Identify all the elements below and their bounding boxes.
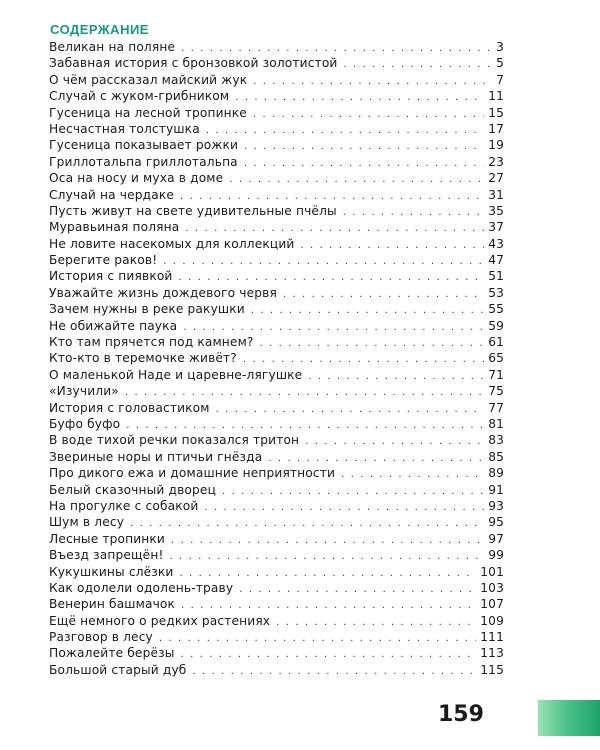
toc-entry-title: Кто там прячется под камнем? [49,335,254,350]
toc-entry-page: 55 [488,302,504,317]
toc-entry-title: Венерин башмачок [49,597,176,612]
toc-entry-page: 61 [488,335,504,350]
toc-leader-dots [171,533,484,549]
toc-leader-dots [251,303,484,319]
toc-leader-dots [130,516,484,532]
toc-entry-page: 3 [496,40,504,54]
toc-leader-dots [216,402,485,418]
toc-entry [49,531,504,547]
toc-entry [49,629,504,645]
toc-entry-page: 115 [480,662,504,677]
toc-entry-title: Зачем нужны в реке ракушки [49,302,245,317]
toc-leader-dots [344,57,491,73]
toc-entry [49,154,504,170]
toc-entry-page: 59 [488,318,504,333]
toc-entry [49,88,504,104]
toc-leader-dots [163,254,484,270]
page-title: СОДЕРЖАНИЕ [50,22,149,37]
toc-entry [49,318,504,334]
toc-entry [49,285,504,301]
toc-entry [49,580,504,596]
toc-entry-title: Шум в лесу [49,515,125,530]
toc-entry [49,367,504,383]
toc-leader-dots [276,615,476,631]
toc-entry-page: 113 [480,646,504,661]
toc-entry-title: Лесные тропинки [49,531,166,546]
toc-entry [49,252,504,268]
toc-entry [49,236,504,252]
toc-entry [49,432,504,448]
toc-entry-title: Буфо буфо [49,416,121,431]
toc-entry-title: В воде тихой речки показался тритон [49,433,300,448]
page-accent-bar [538,700,600,736]
toc-entry [49,187,504,203]
toc-leader-dots [204,500,484,516]
toc-leader-dots [253,74,490,90]
toc-leader-dots [235,90,484,106]
toc-leader-dots [159,631,476,647]
toc-entry-title: Забавная история с бронзовкой золотистой [49,56,338,71]
toc-entry-title: История с головастиком [49,400,210,415]
toc-entry-title: Гусеница на лесной тропинке [49,105,247,120]
toc-entry-title: Гусеница показывает рожки [49,138,239,153]
toc-leader-dots [300,238,484,254]
toc-entry-page: 53 [488,285,504,300]
toc-entry-title: Случай на чердаке [49,187,175,202]
toc-entry-page: 11 [488,89,504,104]
toc-entry-title: Белый сказочный дворец [49,482,217,497]
toc-leader-dots [222,484,484,500]
toc-entry-page: 51 [488,269,504,284]
toc-entry-title: Великан на поляне [49,40,176,54]
toc-entry [49,400,504,416]
toc-entry-page: 85 [488,449,504,464]
toc-entry-page: 43 [488,236,504,251]
toc-leader-dots [244,139,484,155]
toc-leader-dots [244,156,484,172]
toc-entry-title: Не ловите насекомых для коллекций [49,236,295,251]
toc-entry-page: 71 [488,367,504,382]
toc-entry-title: О маленькой Наде и царевне-лягушке [49,367,303,382]
toc-entry-page: 95 [488,515,504,530]
toc-entry [49,170,504,186]
toc-entry [49,547,504,563]
toc-entry-title: Несчастная толстушка [49,121,200,136]
toc-entry-title: Муравьиная поляна [49,220,180,235]
toc-leader-dots [206,123,484,139]
table-of-contents [49,39,504,678]
toc-entry-page: 77 [488,400,504,415]
toc-entry-page: 23 [488,154,504,169]
toc-entry [49,416,504,432]
toc-entry [49,383,504,399]
toc-entry [49,596,504,612]
toc-entry-page: 5 [496,56,504,71]
toc-entry [49,645,504,661]
toc-entry [49,137,504,153]
toc-entry-page: 37 [488,220,504,235]
page-number: 159 [438,702,484,727]
toc-entry [49,334,504,350]
toc-entry [49,564,504,580]
toc-entry-page: 27 [488,171,504,186]
toc-entry-page: 103 [480,580,504,595]
toc-entry-title: Про дикого ежа и домашние неприятности [49,466,336,481]
toc-entry-page: 35 [488,203,504,218]
toc-leader-dots [305,434,484,450]
toc-entry-title: Случай с жуком-грибником [49,89,230,104]
toc-entry-title: Как одолели одолень-траву [49,580,234,595]
toc-entry [49,219,504,235]
toc-entry-title: Пусть живут на свете удивительные пчёлы [49,203,337,218]
toc-entry-page: 93 [488,498,504,513]
toc-entry-page: 83 [488,433,504,448]
toc-entry-title: Разговор в лесу [49,630,153,645]
toc-entry [49,350,504,366]
toc-entry-title: Большой старый дуб [49,662,187,677]
toc-entry-page: 109 [480,613,504,628]
toc-entry-page: 81 [488,416,504,431]
toc-entry [49,482,504,498]
toc-leader-dots [170,549,485,565]
toc-entry-page: 15 [488,105,504,120]
toc-entry [49,514,504,530]
toc-leader-dots [341,467,484,483]
toc-entry [49,55,504,71]
toc-entry-page: 47 [488,253,504,268]
toc-leader-dots [308,369,484,385]
toc-leader-dots [343,205,484,221]
toc-entry-page: 97 [488,531,504,546]
toc-entry-page: 75 [488,384,504,399]
toc-entry-page: 107 [480,597,504,612]
toc-entry [49,465,504,481]
toc-entry [49,301,504,317]
toc-entry [49,662,504,678]
toc-entry-title: Оса на носу и муха в доме [49,171,224,186]
toc-entry [49,121,504,137]
toc-entry-page: 99 [488,548,504,563]
toc-entry-page: 91 [488,482,504,497]
toc-entry-page: 17 [488,121,504,136]
toc-leader-dots [229,172,484,188]
toc-entry [49,72,504,88]
toc-entry-page: 19 [488,138,504,153]
toc-entry-page: 101 [480,564,504,579]
toc-entry-title: «Изучили» [49,384,119,399]
toc-entry [49,498,504,514]
toc-entry-page: 111 [480,630,504,645]
toc-leader-dots [253,107,484,123]
toc-entry-title: Кукушкины слёзки [49,564,174,579]
toc-entry [49,613,504,629]
toc-leader-dots [192,664,476,680]
toc-entry-title: Берегите раков! [49,253,158,268]
toc-entry-page: 65 [488,351,504,366]
toc-entry [49,268,504,284]
toc-leader-dots [283,287,484,303]
toc-leader-dots [181,647,477,663]
toc-entry-title: О чём рассказал майский жук [49,72,248,87]
toc-entry-title: Кто-кто в теремочке живёт? [49,351,237,366]
toc-entry-title: Звериные норы и птичьи гнёзда [49,449,263,464]
toc-entry-title: Уважайте жизнь дождевого червя [49,285,277,300]
toc-leader-dots [260,336,485,352]
toc-entry [49,449,504,465]
toc-entry-title: На прогулке с собакой [49,498,199,513]
toc-entry-title: Ещё немного о редких растениях [49,613,271,628]
toc-entry-title: История с пиявкой [49,269,173,284]
toc-entry-title: Не обижайте паука [49,318,178,333]
toc-entry-title: Гриллотальпа гриллотальпа [49,154,238,169]
toc-entry-title: Въезд запрещён! [49,548,164,563]
toc-entry-page: 89 [488,466,504,481]
toc-entry-title: Пожалейте берёзы [49,646,175,661]
toc-entry [49,105,504,121]
toc-entry [49,39,504,55]
toc-entry [49,203,504,219]
toc-entry-page: 7 [496,72,504,87]
toc-leader-dots [239,582,476,598]
toc-entry-page: 31 [488,187,504,202]
